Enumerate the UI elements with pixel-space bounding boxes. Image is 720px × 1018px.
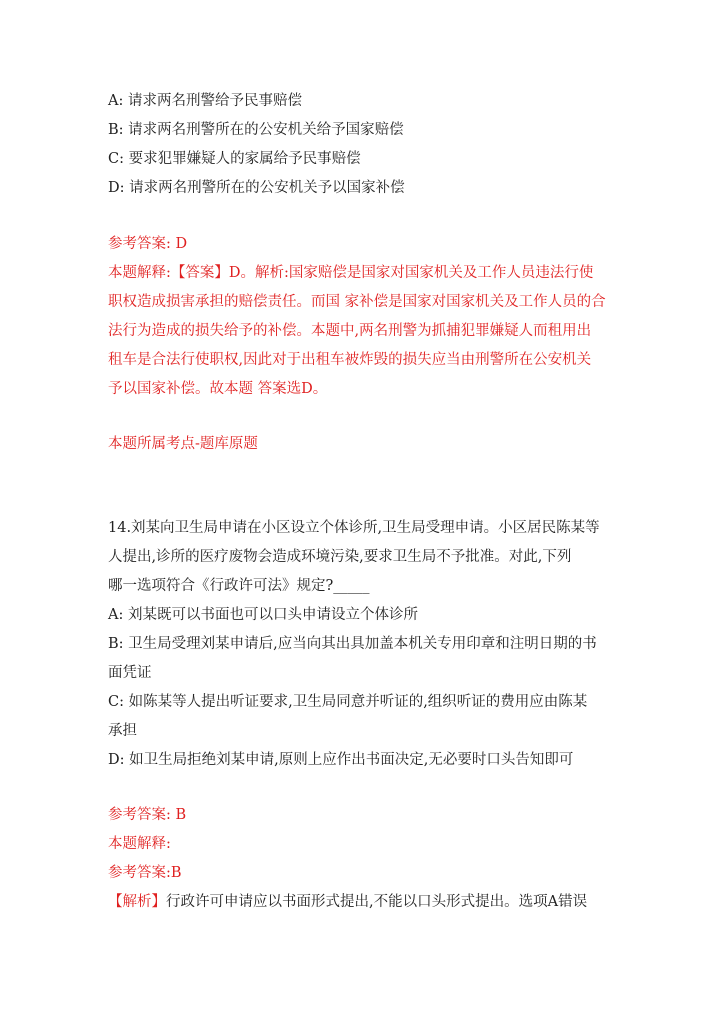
q13-answer: 参考答案: D xyxy=(108,236,188,252)
q14-option-b: B: 卫生局受理刘某申请后,应当向其出具加盖本机关专用印章和注明日期的书 xyxy=(108,636,597,652)
q13-explanation-line: 本题解释:【答案】D。解析:国家赔偿是国家对国家机关及工作人员违法行使 xyxy=(108,265,594,281)
q14-option-a: A: 刘某既可以书面也可以口头申请设立个体诊所 xyxy=(108,607,418,623)
q14-option-d: D: 如卫生局拒绝刘某申请,原则上应作出书面决定,无必要时口头告知即可 xyxy=(108,752,574,768)
q13-option-c: C: 要求犯罪嫌疑人的家属给予民事赔偿 xyxy=(108,151,361,167)
q13-explanation-line: 予以国家补偿。故本题 答案选D。 xyxy=(108,381,328,397)
q14-explanation-label: 本题解释: xyxy=(108,836,171,852)
q14-option-c: C: 如陈某等人提出听证要求,卫生局同意并听证的,组织听证的费用应由陈某 xyxy=(108,694,588,710)
q13-source: 本题所属考点-题库原题 xyxy=(108,436,258,452)
q14-question-line: 14.刘某向卫生局申请在小区设立个体诊所,卫生局受理申请。小区居民陈某等 xyxy=(108,520,600,536)
q13-explanation-line: 职权造成损害承担的赔偿责任。而国 家补偿是国家对国家机关及工作人员的合 xyxy=(108,294,606,310)
analysis-tag: 【解析】 xyxy=(108,894,166,910)
q13-option-b: B: 请求两名刑警所在的公安机关给予国家赔偿 xyxy=(108,122,404,138)
q14-question-line: 人提出,诊所的医疗废物会造成环境污染,要求卫生局不予批准。对此,下列 xyxy=(108,549,572,565)
q14-analysis xyxy=(108,892,587,912)
q13-explanation-line: 法行为造成的损失给予的补偿。本题中,两名刑警为抓捕犯罪嫌疑人而租用出 xyxy=(108,323,592,339)
analysis-text: 行政许可申请应以书面形式提出,不能以口头形式提出。选项A错误 xyxy=(166,894,588,910)
q14-option-c-cont: 承担 xyxy=(108,723,137,739)
q13-option-a: A: 请求两名刑警给予民事赔偿 xyxy=(108,93,302,109)
q14-question-line: 哪一选项符合《行政许可法》规定?_____ xyxy=(108,578,370,594)
q14-option-b-cont: 面凭证 xyxy=(108,665,152,681)
q13-explanation-line: 租车是合法行使职权,因此对于出租车被炸毁的损失应当由刑警所在公安机关 xyxy=(108,352,592,368)
q13-option-d: D: 请求两名刑警所在的公安机关予以国家补偿 xyxy=(108,180,405,196)
q14-answer: 参考答案: B xyxy=(108,807,187,823)
q14-answer-repeat: 参考答案:B xyxy=(108,865,182,881)
